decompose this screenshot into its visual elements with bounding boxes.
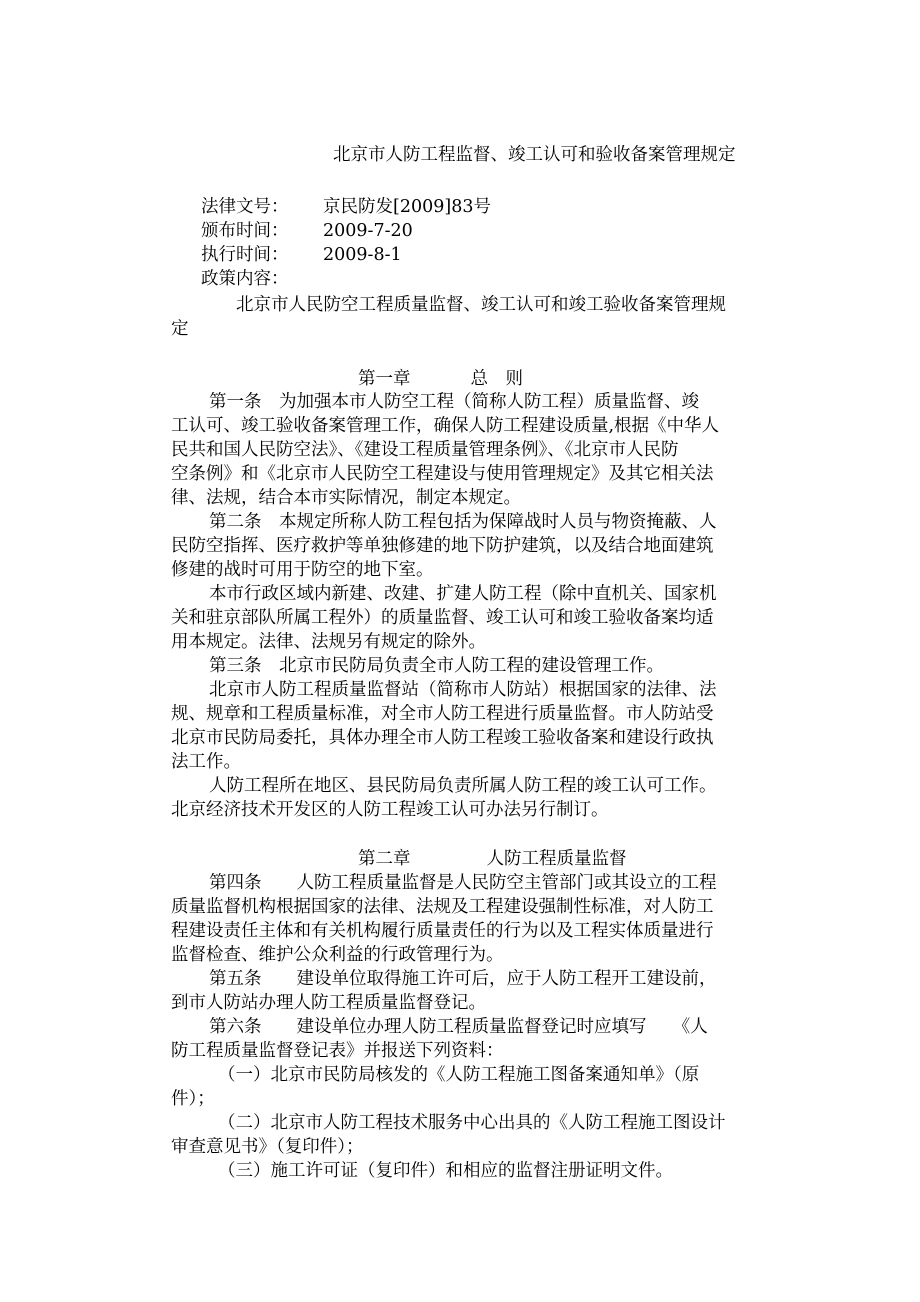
text-line: 程建设责任主体和有关机构履行质量责任的行为以及工程实体质量进行: [171, 921, 714, 941]
meta-label-policy-content: 政策内容：: [201, 269, 289, 289]
list-item-cont: 件）；: [171, 1089, 215, 1109]
text-line: 民共和国人民防空法》、《建设工程质量管理条例》、《北京市人民防: [171, 440, 679, 460]
text-line: 民防空指挥、医疗救护等单独修建的地下防护建筑，以及结合地面建筑: [171, 536, 714, 556]
text-line: 修建的战时可用于防空的地下室。: [171, 560, 434, 580]
text-line: 质量监督机构根据国家的法律、法规及工程建设强制性标准，对人防工: [171, 897, 714, 917]
meta-label-law-number: 法律文号：: [201, 197, 289, 217]
regulation-subtitle: 北京市人民防空工程质量监督、竣工认可和竣工验收备案管理规: [236, 295, 726, 315]
list-item-cont: 审查意见书》（复印件）；: [171, 1137, 364, 1157]
chapter-1-name: 总 则: [470, 369, 523, 389]
list-item: （二）北京市人防工程技术服务中心出具的《人防工程施工图设计: [218, 1113, 726, 1133]
meta-value-effective-date: 2009-8-1: [323, 245, 402, 265]
chapter-2-name: 人防工程质量监督: [486, 849, 627, 869]
chapter-2-number: 第二章: [358, 849, 411, 869]
text-line: 空条例》和《北京市人民防空工程建设与使用管理规定》及其它相关法: [171, 464, 714, 484]
text-line: 监督检查、维护公众利益的行政管理行为。: [171, 945, 504, 965]
text-line: 规、规章和工程质量标准，对全市人防工程进行质量监督。市人防站受: [171, 704, 714, 724]
text-line: 北京市人防工程质量监督站（简称市人防站）根据国家的法律、法: [209, 680, 717, 700]
text-line: 第一条 为加强本市人防空工程（简称人防工程）质量监督、竣: [209, 392, 699, 412]
text-line: 第五条 建设单位取得施工许可后，应于人防工程开工建设前，: [209, 969, 717, 989]
text-line: 工认可、竣工验收备案管理工作，确保人防工程建设质量,根据《中华人: [171, 416, 720, 436]
text-line: 第六条 建设单位办理人防工程质量监督登记时应填写 《人: [209, 1017, 708, 1037]
chapter-1-number: 第一章: [358, 369, 411, 389]
text-line: 律、法规，结合本市实际情况，制定本规定。: [171, 488, 521, 508]
text-line: 人防工程所在地区、县民防局负责所属人防工程的竣工认可工作。: [209, 776, 717, 796]
text-line: 第二条 本规定所称人防工程包括为保障战时人员与物资掩蔽、人: [209, 512, 717, 532]
text-line: 第三条 北京市民防局负责全市人防工程的建设管理工作。: [209, 656, 664, 676]
text-line: 本市行政区域内新建、改建、扩建人防工程（除中直机关、国家机: [209, 584, 717, 604]
text-line: 法工作。: [171, 752, 241, 772]
list-item: （三）施工许可证（复印件）和相应的监督注册证明文件。: [218, 1161, 673, 1181]
list-item: （一）北京市民防局核发的《人防工程施工图备案通知单》（原: [218, 1065, 700, 1085]
text-line: 关和驻京部队所属工程外）的质量监督、竣工认可和竣工验收备案均适: [171, 608, 714, 628]
meta-value-issue-date: 2009-7-20: [323, 221, 413, 241]
text-line: 到市人防站办理人防工程质量监督登记。: [171, 993, 486, 1013]
text-line: 第四条 人防工程质量监督是人民防空主管部门或其设立的工程: [209, 873, 717, 893]
meta-label-effective-date: 执行时间：: [201, 245, 289, 265]
text-line: 防工程质量监督登记表》并报送下列资料：: [171, 1041, 504, 1061]
text-line: 用本规定。法律、法规另有规定的除外。: [171, 632, 486, 652]
text-line: 北京经济技术开发区的人防工程竣工认可办法另行制订。: [171, 800, 609, 820]
chapter-1-heading: [358, 367, 920, 391]
chapter-2-heading: [358, 847, 920, 871]
meta-value-law-number: 京民防发[2009]83号: [323, 197, 491, 217]
meta-label-issue-date: 颁布时间：: [201, 221, 289, 241]
text-line: 北京市民防局委托，具体办理全市人防工程竣工验收备案和建设行政执: [171, 728, 714, 748]
document-title: 北京市人防工程监督、竣工认可和验收备案管理规定: [333, 145, 736, 165]
regulation-subtitle-cont: 定: [171, 319, 189, 339]
